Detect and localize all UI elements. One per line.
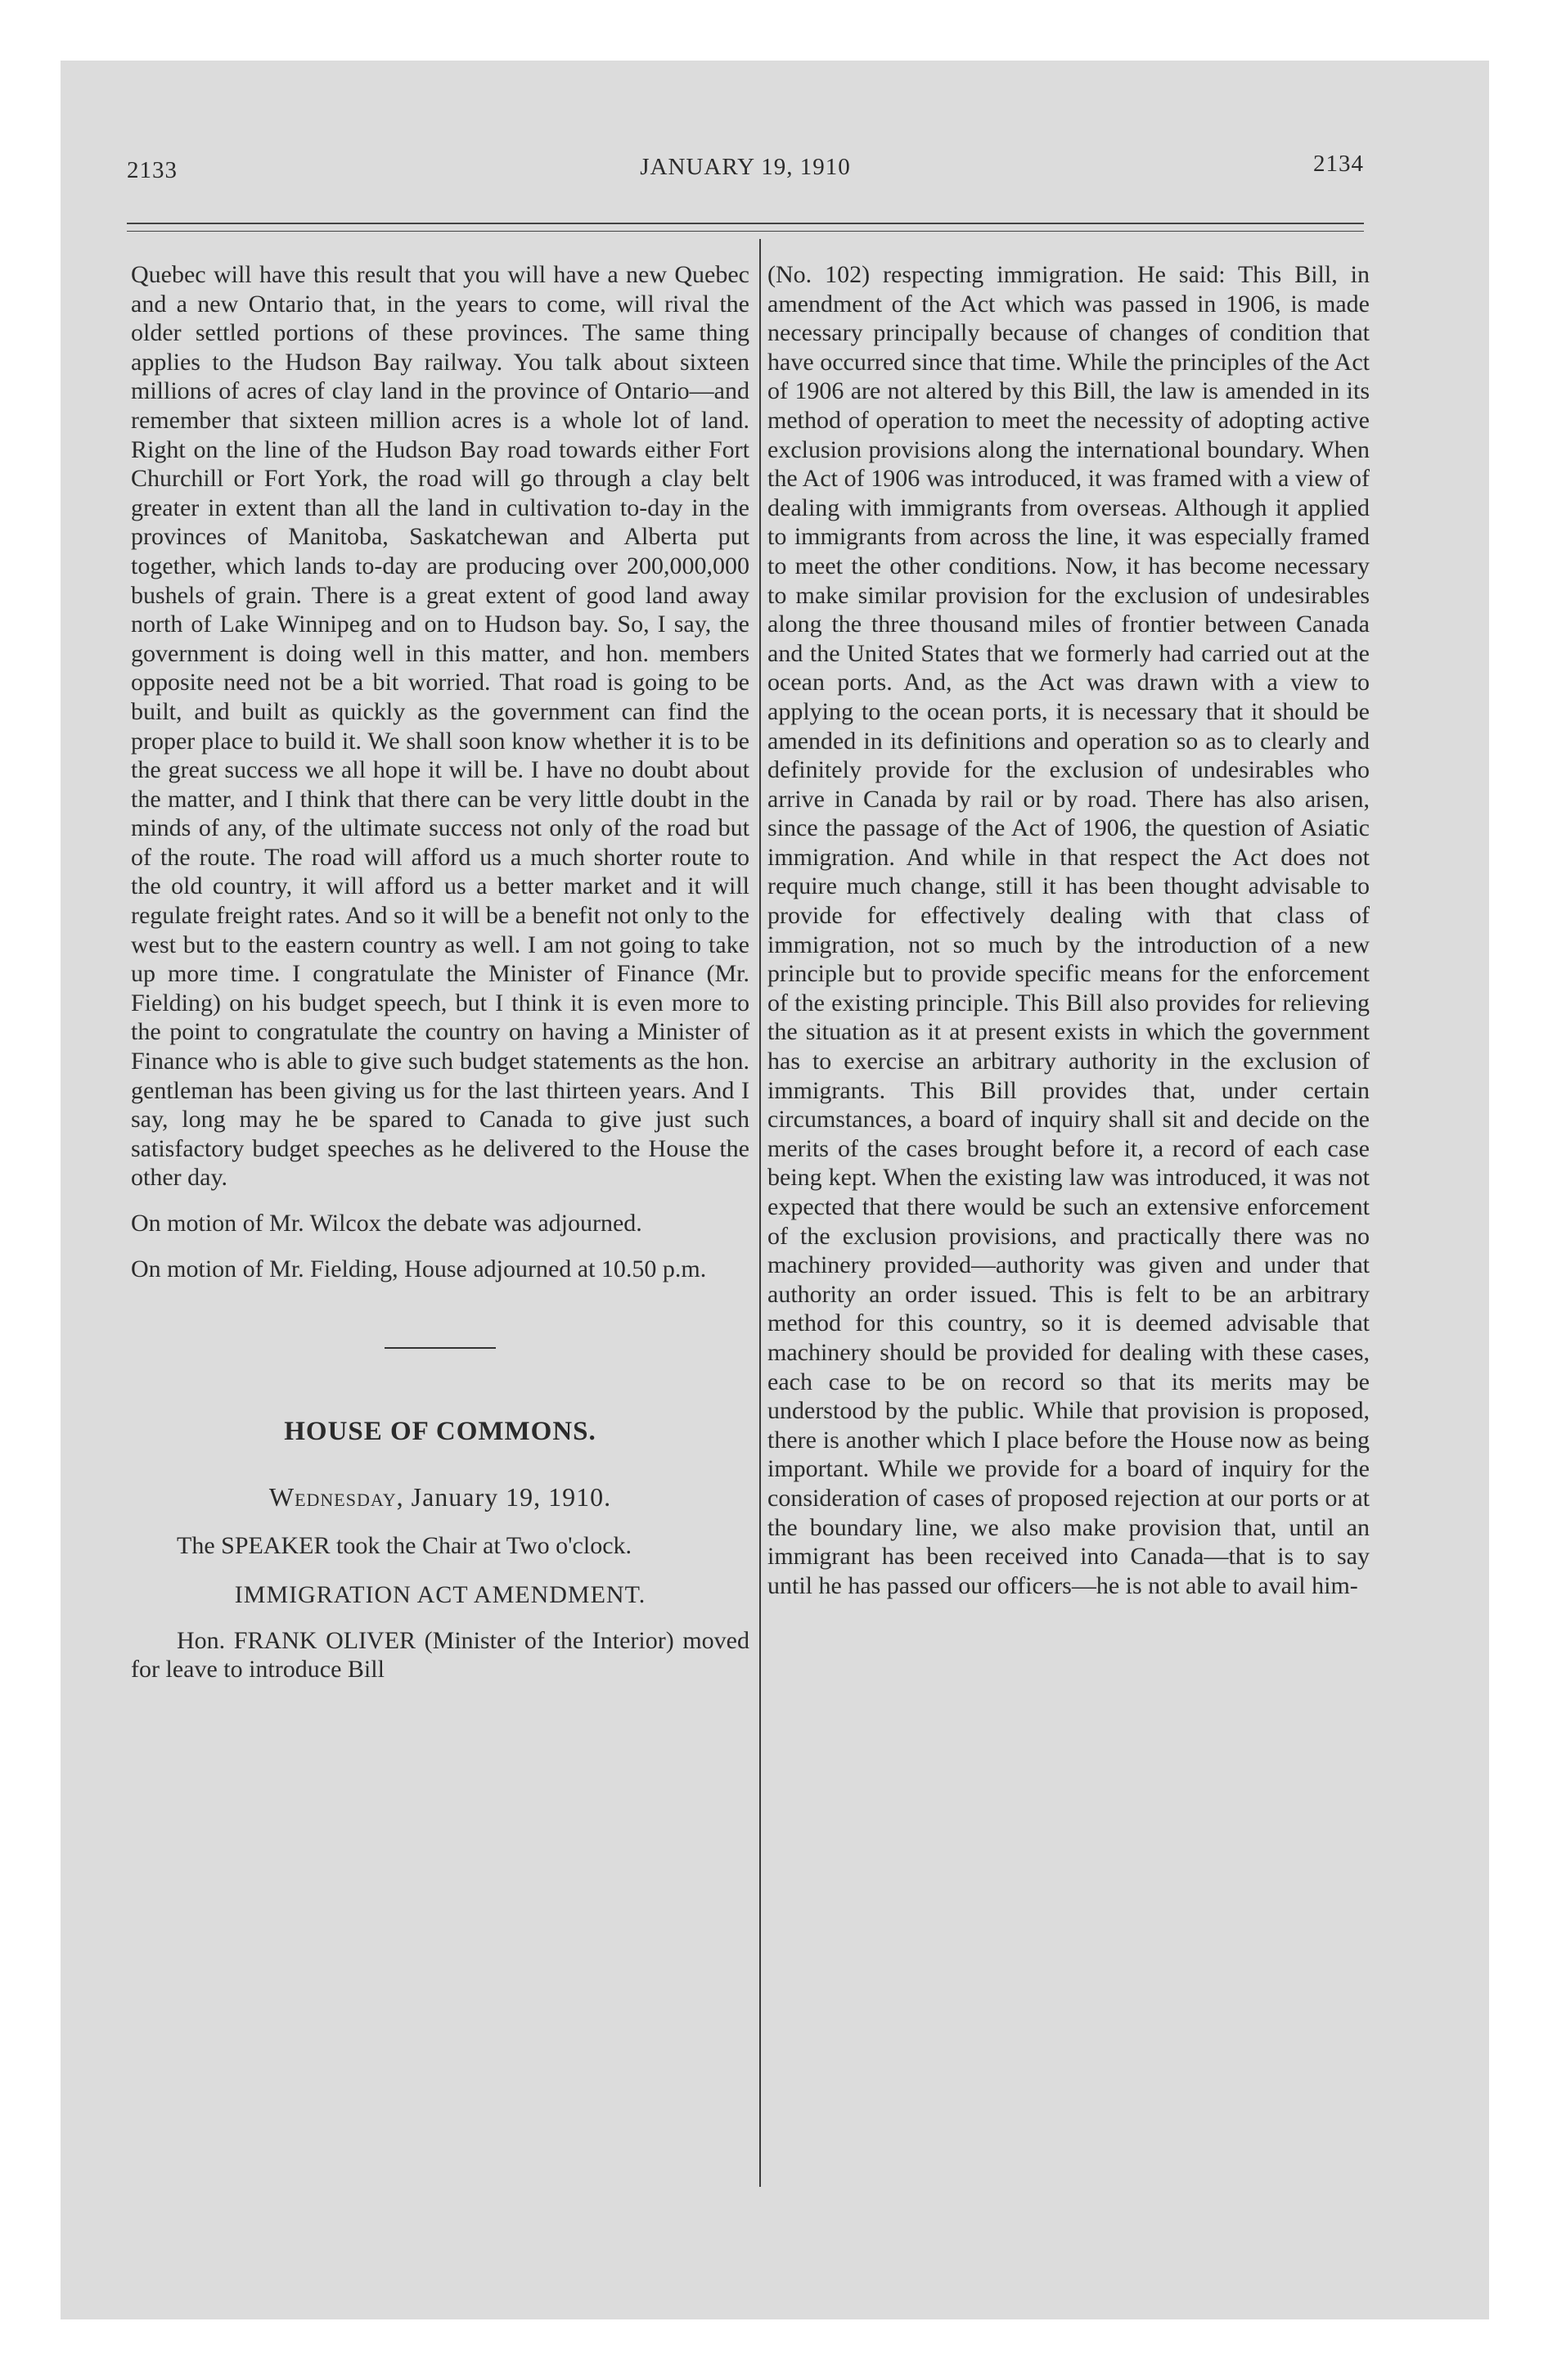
right-column	[767, 260, 1370, 1600]
motion-adjourn-house: On motion of Mr. Fielding, House adjourned at 10.50 p.m.	[131, 1255, 707, 1282]
left-column	[131, 260, 749, 1684]
sitting-date	[131, 1483, 749, 1512]
page-header	[127, 151, 1364, 183]
bill-introduction: Hon. FRANK OLIVER (Minister of the Interior) moved for leave to introduce Bill	[131, 1626, 749, 1684]
sitting-weekday: Wednesday,	[268, 1481, 404, 1512]
sitting-date-rest: January 19, 1910.	[411, 1481, 612, 1512]
house-of-commons-title: HOUSE OF COMMONS.	[284, 1417, 596, 1447]
page-number-left: 2133	[127, 157, 178, 183]
running-title: JANUARY 19, 1910	[640, 154, 851, 180]
section-title: IMMIGRATION ACT AMENDMENT.	[234, 1580, 646, 1608]
motion-adjourn-debate: On motion of Mr. Wilcox the debate was adjourned.	[131, 1210, 642, 1237]
speaker-chair-line: The SPEAKER took the Chair at Two o'clock.	[177, 1532, 632, 1560]
left-body-paragraph: Quebec will have this result that you will have a new Quebec and a new Ontario that, in the years to come, will rival the older settled portions of these provinces. The same thing applies to the Hudson Bay railway. You talk about sixteen millions of acres of clay land in the province of Ontario—and remember that sixteen million acres is a whole lot of land. Right on the line of the Hudson Bay road towards either Fort Churchill or Fort York, the road will go through a clay belt greater in extent than all the land in cultivation to-day in the provinces of Manitoba, Saskatchewan and Alberta put together, which lands to-day are producing over 200,000,000 bushels of grain. There is a great extent of good land away north of Lake Winnipeg and on to Hudson bay. So, I say, the government is doing well in this matter, and hon. members opposite need not be a bit worried. That road is going to be built, and built as quickly as the government can find the proper place to build it. We shall soon know whether it is to be the great success we all hope it will be. I have no doubt about the matter, and I think that there can be very little doubt in the minds of any, of the ultimate success not only of the road but of the route. The road will afford us a much shorter route to the old country, it will afford us a better market and it will regulate freight rates. And so it will be a benefit not only to the west but to the eastern country as well. I am not going to take up more time. I congratulate the Minister of Finance (Mr. Fielding) on his budget speech, but I think it is even more to the point to congratulate the country on having a Minister of Finance who is able to give such budget statements as the hon. gentleman has been giving us for the last thirteen years. And I say, long may he be spared to Canada to give just such satisfactory budget speeches as he delivered to the House the other day.	[131, 261, 749, 1192]
header-rule-thin	[127, 231, 1364, 232]
header-rule-thick	[127, 223, 1364, 224]
column-divider	[759, 239, 761, 2187]
page-number-right: 2134	[1313, 151, 1364, 177]
section-separator	[385, 1347, 496, 1349]
right-body-paragraph: (No. 102) respecting immigration. He said: This Bill, in amendment of the Act which was passed in 1906, is made necessary principally because of changes of condition that have occurred since that time. While the principles of the Act of 1906 are not altered by this Bill, the law is amended in its method of operation to meet the necessity of adopting active exclusion provisions along the international boundary. When the Act of 1906 was introduced, it was framed with a view of dealing with immigrants from overseas. Although it applied to immigrants from across the line, it was especially framed to meet the other conditions. Now, it has become necessary to make similar provision for the exclusion of undesirables along the three thousand miles of frontier between Canada and the United States that we formerly had carried out at the ocean ports. And, as the Act was drawn with a view to applying to the ocean ports, it is necessary that it should be amended in its definitions and operation so as to clearly and definitely provide for the exclusion of undesirables who arrive in Canada by rail or by road. There has also arisen, since the passage of the Act of 1906, the question of Asiatic immigration. And while in that respect the Act does not require much change, still it has been thought advisable to provide for effectively dealing with that class of immigration, not so much by the introduction of a new principle but to provide specific means for the enforcement of the existing principle. This Bill also provides for relieving the situation as it at present exists in which the government has to exercise an arbitrary authority in the exclusion of immigrants. This Bill provides that, under certain circumstances, a board of inquiry shall sit and decide on the merits of the cases brought before it, a record of each case being kept. When the existing law was introduced, it was not expected that there would be such an extensive enforcement of the exclusion provisions, and practically there was no machinery provided—authority was given and under that authority an order issued. This is felt to be an arbitrary method for this country, so it is deemed advisable that machinery should be provided for dealing with these cases, each case to be on record so that its merits may be understood by the public. While that provision is proposed, there is another which I place before the House now as being important. While we provide for a board of inquiry for the consideration of cases of proposed rejection at our ports or at the boundary line, we also make provision that, until an immigrant has been received into Canada—that is to say until he has passed our officers—he is not able to avail him-	[767, 261, 1370, 1599]
